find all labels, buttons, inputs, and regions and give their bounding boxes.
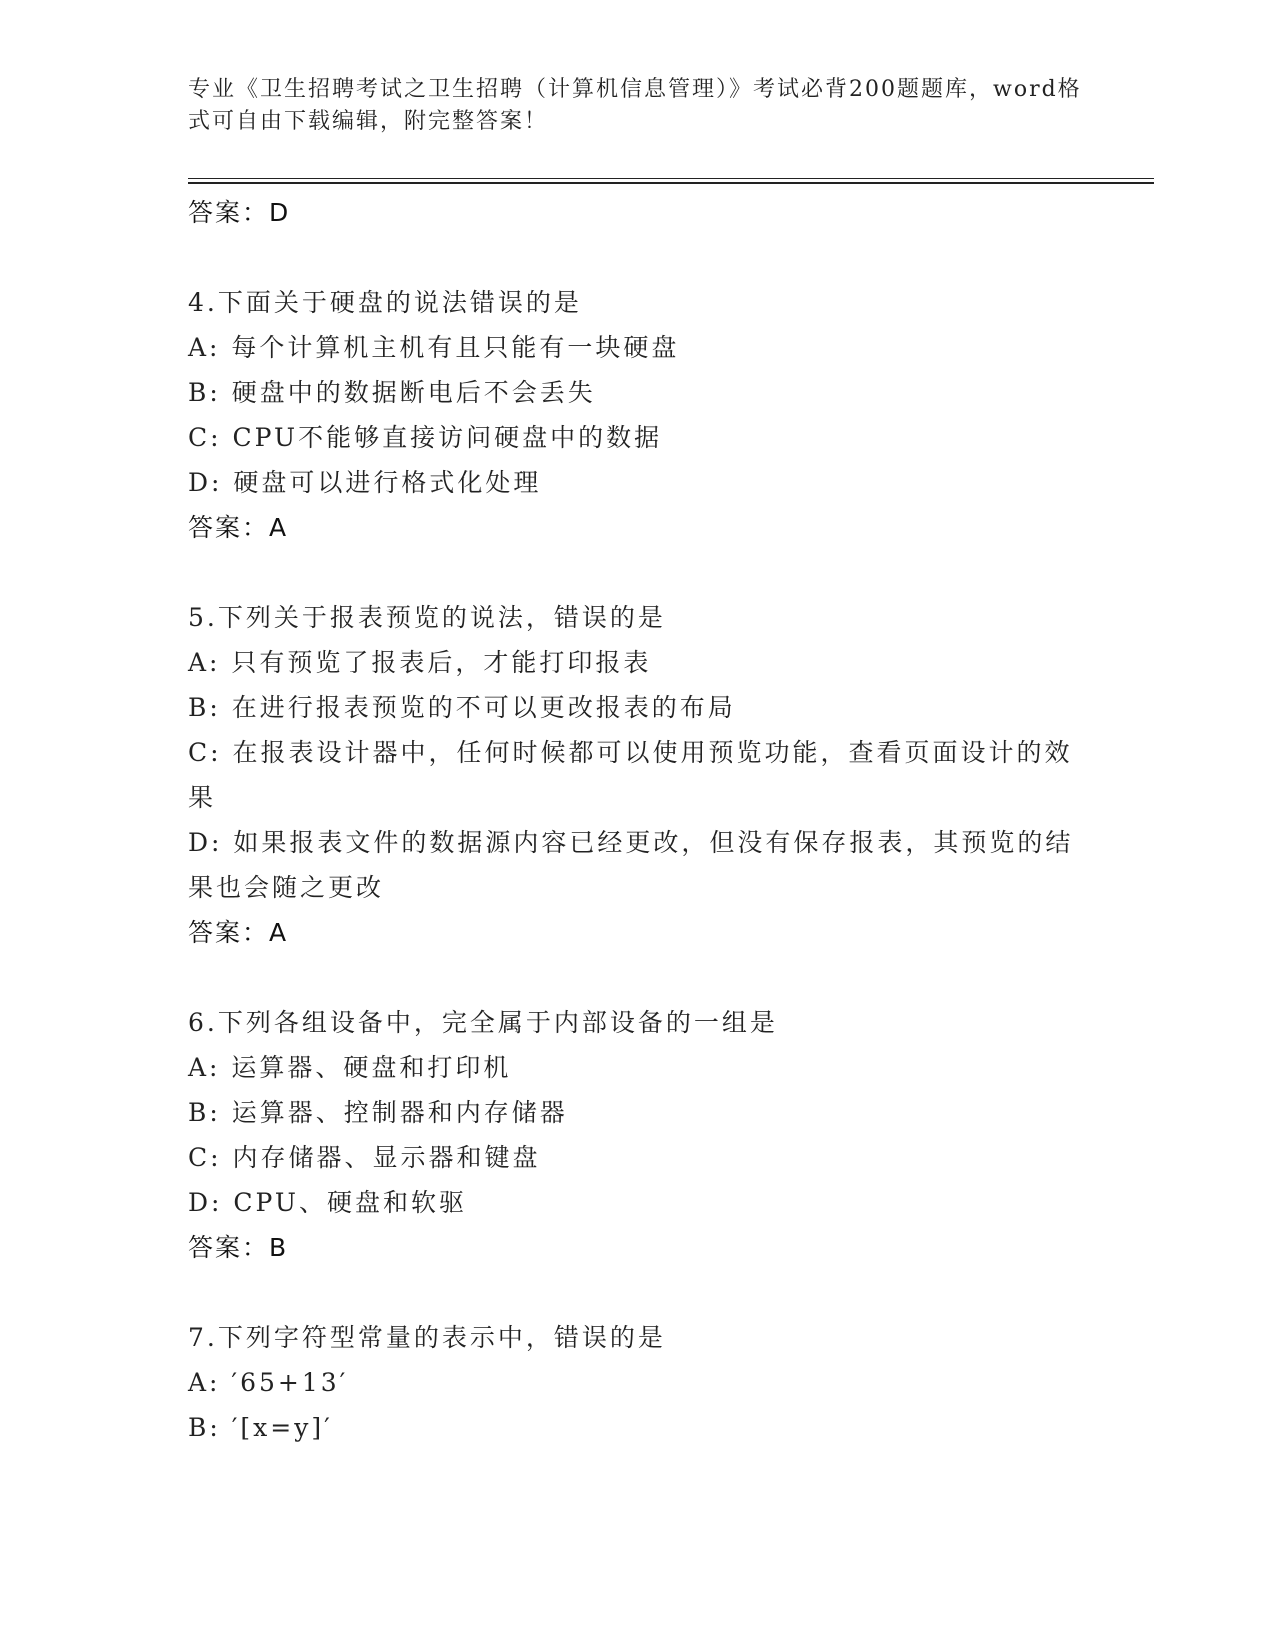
question-4	[188, 280, 1088, 551]
option-d: D: 硬盘可以进行格式化处理	[188, 468, 542, 497]
option-a: A: 只有预览了报表后，才能打印报表	[188, 648, 652, 677]
option-a: A: 运算器、硬盘和打印机	[188, 1053, 512, 1082]
option-a: A: ′65+13′	[188, 1368, 349, 1397]
question-title: 7.下列字符型常量的表示中，错误的是	[188, 1323, 666, 1352]
option-b: B: 运算器、控制器和内存储器	[188, 1098, 568, 1127]
document-header: 专业《卫生招聘考试之卫生招聘（计算机信息管理）》考试必背200题题库，word格式可自由下载编辑，附完整答案！	[188, 77, 1082, 134]
header-rule-bottom	[188, 182, 1154, 184]
option-c: C: 在报表设计器中，任何时候都可以使用预览功能，查看页面设计的效果	[188, 738, 1073, 812]
question-5	[188, 595, 1088, 956]
option-d: D: 如果报表文件的数据源内容已经更改，但没有保存报表，其预览的结果也会随之更改	[188, 828, 1074, 902]
option-c: C: CPU不能够直接访问硬盘中的数据	[188, 423, 663, 452]
answer: 答案：B	[188, 1233, 289, 1262]
option-c: C: 内存储器、显示器和键盘	[188, 1143, 541, 1172]
header-rule-top	[188, 178, 1154, 179]
option-b: B: 硬盘中的数据断电后不会丢失	[188, 378, 596, 407]
question-6	[188, 1000, 1088, 1271]
question-title: 4.下面关于硬盘的说法错误的是	[188, 288, 582, 317]
question-list	[188, 190, 1088, 1450]
option-d: D: CPU、硬盘和软驱	[188, 1188, 467, 1217]
previous-answer: 答案：D	[188, 198, 291, 227]
answer: 答案：A	[188, 918, 289, 947]
question-title: 6.下列各组设备中，完全属于内部设备的一组是	[188, 1008, 778, 1037]
option-b: B: 在进行报表预览的不可以更改报表的布局	[188, 693, 736, 722]
question-7	[188, 1315, 1088, 1450]
option-a: A: 每个计算机主机有且只能有一块硬盘	[188, 333, 680, 362]
answer: 答案：A	[188, 513, 289, 542]
option-b: B: ′[x=y]′	[188, 1413, 333, 1442]
question-title: 5.下列关于报表预览的说法，错误的是	[188, 603, 666, 632]
